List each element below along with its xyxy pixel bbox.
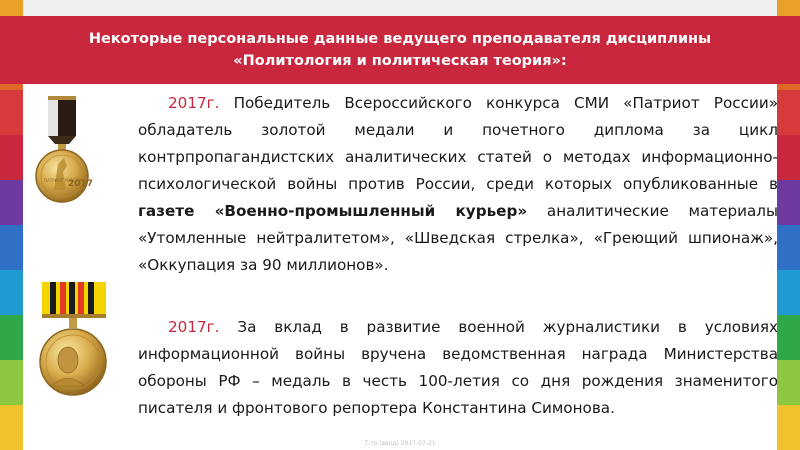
right-stripe-segment — [777, 270, 800, 315]
award-2-year: 2017г. — [168, 318, 220, 336]
footer-note: Т-то (ввод) 2017-07-21 — [364, 440, 436, 447]
ribbon-left — [48, 100, 58, 136]
svg-text:ПАТРИОТ РОССИИ: ПАТРИОТ РОССИИ — [44, 178, 82, 183]
award-1-newspaper: газете «Военно-промышленный курьер» — [138, 202, 528, 220]
title-line-2: «Политология и политическая теория»: — [233, 53, 567, 69]
award-1-year: 2017г. — [168, 94, 220, 112]
right-stripe-segment — [777, 90, 800, 135]
award-1-text-a: Победитель Всероссийского конкурса СМИ «Патриот России» обладатель золотой медали и почетного диплома за цикл контрпропагандистских аналитических статей о методах информационно-психологической войны против России, среди которых опубликованные в — [138, 94, 778, 193]
right-stripe-segment — [777, 225, 800, 270]
title-line-1: Некоторые персональные данные ведущего преподавателя дисциплины — [88, 31, 712, 47]
right-stripe-segment — [777, 360, 800, 405]
simonov-medal-image — [38, 282, 110, 400]
right-stripe-segment — [777, 135, 800, 180]
left-stripe-segment — [0, 225, 23, 270]
left-stripe-segment — [0, 180, 23, 225]
svg-text:2017: 2017 — [68, 179, 94, 189]
medal-bar-top — [48, 96, 76, 100]
award-2-text: За вклад в развитие военной журналистики в условиях информационной войны вручена ведомственная награда Министерства обороны РФ – медаль в честь 100-летия со дня рождения знаменитого писателя и фронтового репортера Константина Симонова. — [138, 318, 778, 417]
left-stripe-segment — [0, 270, 23, 315]
ribbon-right — [58, 100, 76, 136]
award-1-text-b: аналитические материалы «Утомленные нейтралитетом», «Шведская стрелка», «Греющий шпионаж», «Оккупация за 90 миллионов». — [138, 202, 778, 274]
left-stripe-segment — [0, 315, 23, 360]
left-stripe-segment — [0, 90, 23, 135]
award-paragraph-1 — [138, 90, 778, 279]
right-stripe-segment — [777, 180, 800, 225]
left-stripe-segment — [0, 360, 23, 405]
top-bar — [23, 0, 777, 16]
title-banner — [0, 16, 800, 84]
patriot-medal-image — [34, 94, 104, 204]
right-stripe-segment — [777, 315, 800, 360]
left-stripe-segment — [0, 135, 23, 180]
award-paragraph-2 — [138, 314, 778, 422]
